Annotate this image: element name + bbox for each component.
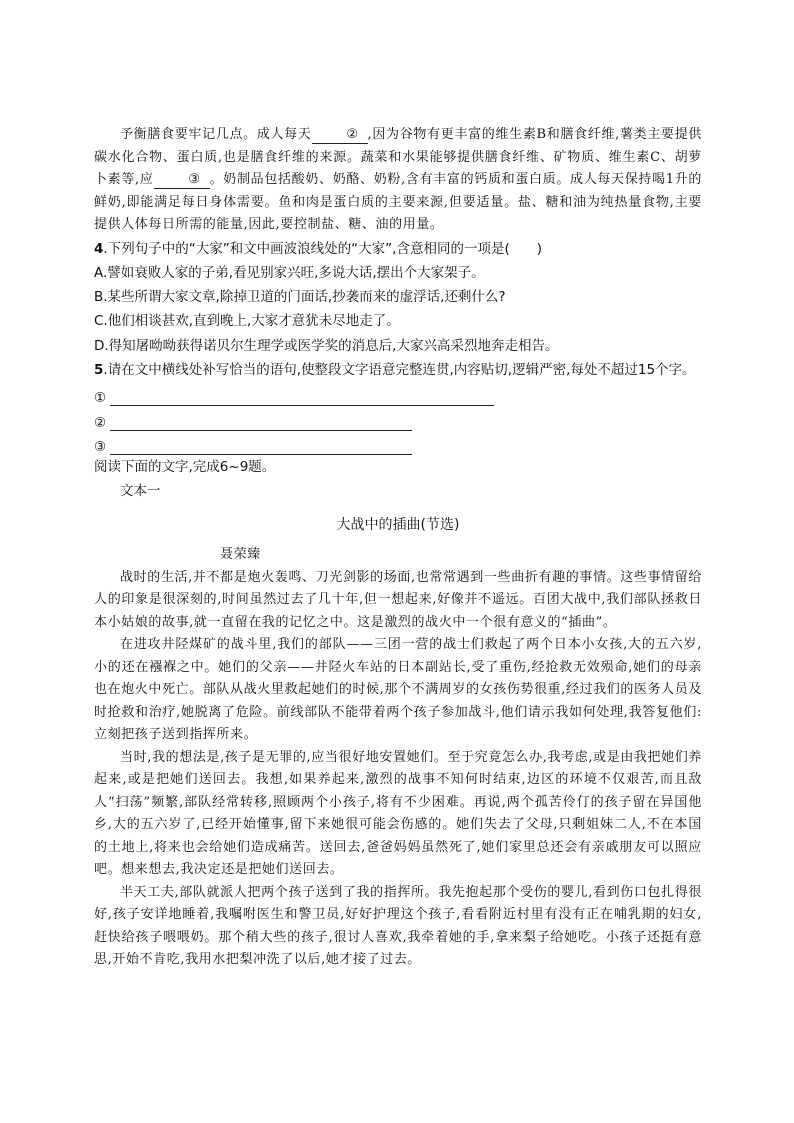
article-paragraph-4: 半天工夫,部队就派人把两个孩子送到了我的指挥所。我先抱起那个受伤的婴儿,看到伤口包扎得很好,孩子安详地睡着,我嘱咐医生和警卫员,好好护理这个孩子,看看附近村里有没有正在哺乳期的妇女,赶快给孩子喂喂奶。那个稍大些的孩子,很讨人喜欢,我牵着她的手,拿来梨子给她吃。小孩子还挺有意思,开始不肯吃,我用水把梨冲洗了以后,她才接了过去。 bbox=[94, 884, 702, 968]
answer-underline bbox=[110, 416, 412, 431]
answer-line-1[interactable] bbox=[94, 382, 702, 406]
question-number: 4 bbox=[94, 240, 104, 257]
answer-label: ① bbox=[94, 390, 107, 407]
question-stem: .下列句子中的“大家”和文中画波浪线处的“大家”,含意相同的一项是( ) bbox=[103, 240, 542, 257]
passage-text: 。奶制品包括酸奶、奶酪、奶粉,含有丰富的钙质和蛋白质。成人每天保持喝1升的鲜奶,即能满足每日身体需要。鱼和肉是蛋白质的主要来源,但要适量。盐、糖和油为纯热量食物,主要提供人体每日所需的能量,因此,要控制盐、糖、油的用量。 bbox=[94, 172, 702, 232]
answer-label: ③ bbox=[94, 438, 107, 455]
passage-paragraph bbox=[94, 124, 702, 237]
answer-underline bbox=[110, 391, 494, 406]
option-d: D.得知屠呦呦获得诺贝尔生理学或医学奖的消息后,大家兴高采烈地奔走相告。 bbox=[94, 337, 559, 354]
question-4 bbox=[94, 237, 702, 358]
blank-2: ② bbox=[312, 127, 368, 144]
question-stem: .请在文中横线处补写恰当的语句,使整段文字语意完整连贯,内容贴切,逻辑严密,每处不超过15个字。 bbox=[103, 361, 696, 378]
article-paragraph-1: 战时的生活,并不都是炮火轰鸣、刀光剑影的场面,也常常遇到一些曲折有趣的事情。这些事情留给人的印象是很深刻的,时间虽然过去了几十年,但一想起来,好像并不遥远。百团大战中,我们部队拯救日本小姑娘的故事,就一直留在我的记忆之中。这是激烈的战火中一个很有意义的“插曲”。 bbox=[94, 569, 702, 630]
answer-line-2[interactable] bbox=[94, 406, 702, 430]
question-number: 5 bbox=[94, 361, 104, 378]
answer-line-3[interactable] bbox=[94, 431, 702, 455]
question-5 bbox=[94, 358, 702, 382]
passage-text: 予衡膳食要牢记几点。成人每天 bbox=[120, 127, 312, 142]
article-paragraph-3: 当时,我的想法是,孩子是无罪的,应当很好地安置她们。至于究竟怎么办,我考虑,或是由我把她们养起来,或是把她们送回去。我想,如果养起来,激烈的战事不知何时结束,边区的环境不仅艰苦,而且敌人“扫荡”频繁,部队经常转移,照顾两个小孩子,将有不少困难。再说,两个孤苦伶仃的孩子留在异国他乡,大的五六岁了,已经开始懂事,留下来她很可能会伤感的。她们失去了父母,只剩姐妹二人,不在本国的土地上,将来也会给她们造成痛苦。送回去,爸爸妈妈虽然死了,她们家里总还会有亲戚朋友可以照应吧。想来想去,我决定还是把她们送回去。 bbox=[94, 749, 702, 878]
answer-underline bbox=[110, 440, 412, 455]
document-page bbox=[94, 124, 702, 972]
article-title: 大战中的插曲(节选) bbox=[336, 517, 460, 534]
reading-instruction: 阅读下面的文字,完成6~9题。 bbox=[94, 458, 276, 475]
text-label: 文本一 bbox=[120, 483, 161, 500]
answer-label: ② bbox=[94, 414, 107, 431]
option-c: C.他们相谈甚欢,直到晚上,大家才意犹未尽地走了。 bbox=[94, 313, 400, 330]
article-paragraph-2: 在进攻井陉煤矿的战斗里,我们的部队——三团一营的战士们救起了两个日本小女孩,大的五六岁,小的还在襁褓之中。她们的父亲——井陉火车站的日本副站长,受了重伤,经抢救无效殒命,她们的母亲也在炮火中死亡。部队从战火里救起她们的时候,那个不满周岁的女孩伤势很重,经过我们的医务人员及时抢救和治疗,她脱离了危险。前线部队不能带着两个孩子参加战斗,他们请示我如何处理,我答复他们:立刻把孩子送到指挥所来。 bbox=[94, 637, 702, 743]
passage-text: ,因为谷物有更丰富的维生素B和膳食纤维,薯类主要提供碳水化合物、蛋白质,也是膳食纤维的来源。蔬菜和水果能够提供膳食纤维、矿物质、维生素C、胡萝卜素等,应 bbox=[94, 127, 702, 187]
option-a: A.譬如衰败人家的子弟,看见别家兴旺,多说大话,摆出个大家架子。 bbox=[94, 264, 485, 281]
blank-3: ③ bbox=[154, 172, 210, 189]
article-author: 聂荣臻 bbox=[220, 547, 261, 563]
option-b: B.某些所谓大家文章,除掉卫道的门面话,抄袭而来的虚浮话,还剩什么? bbox=[94, 289, 506, 306]
